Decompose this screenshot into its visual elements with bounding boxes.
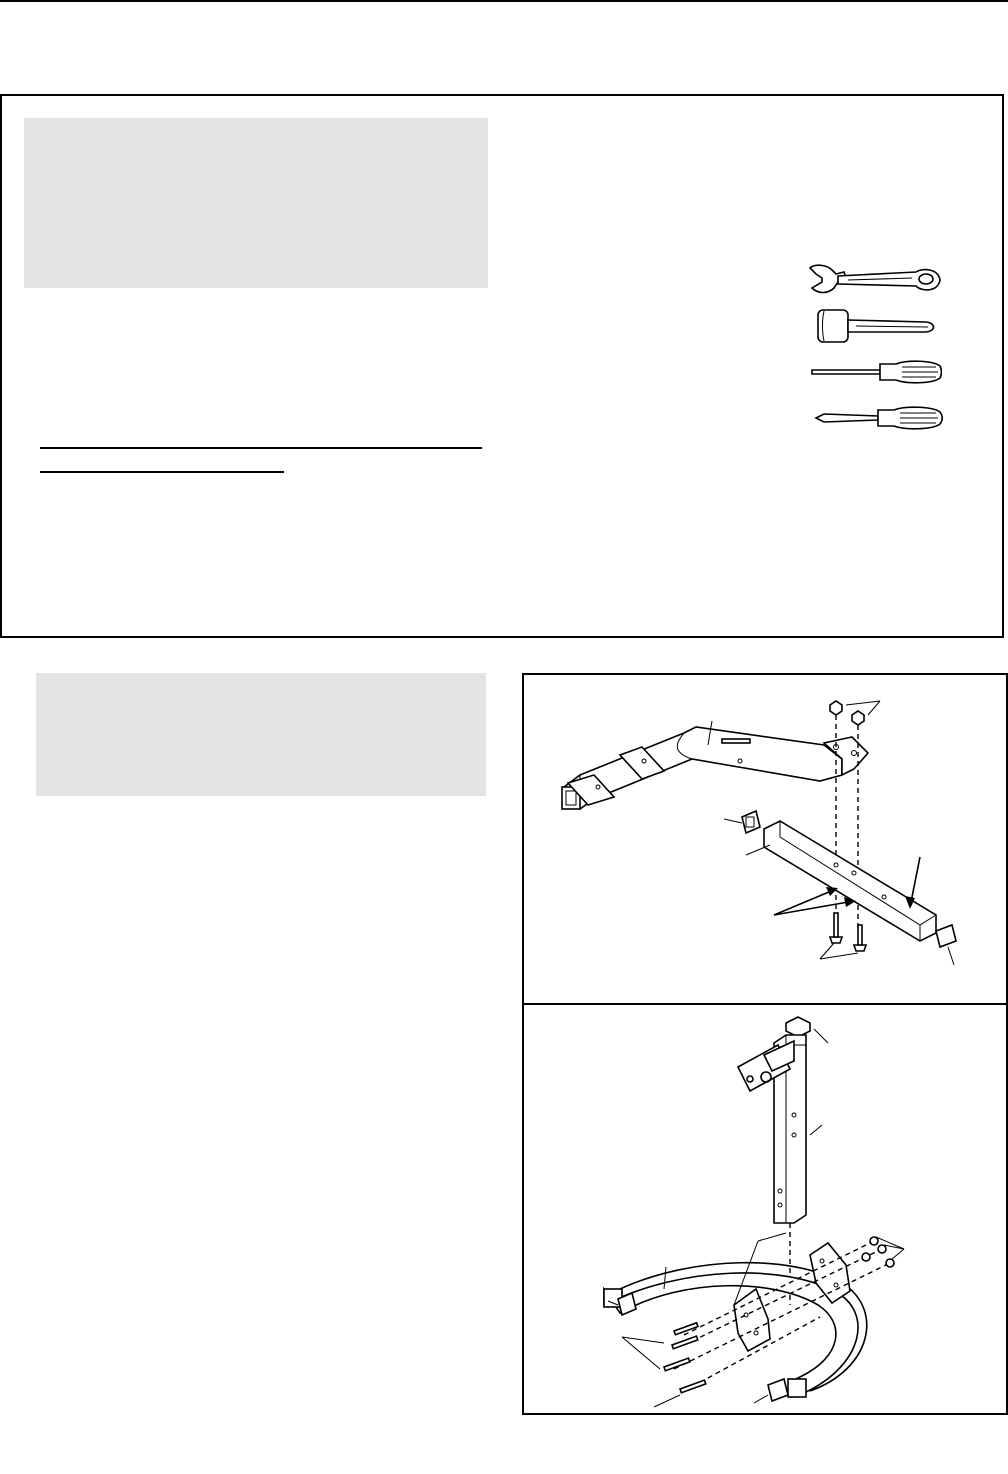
- phillips-screwdriver-icon: [814, 404, 944, 432]
- upper-assembly-drawing: [524, 675, 1006, 1003]
- flat-screwdriver-icon: [810, 358, 942, 384]
- step-shaded-panel: [36, 673, 486, 796]
- intro-underline-2: [40, 471, 284, 473]
- lower-assembly-drawing: [524, 1005, 1006, 1413]
- page-top-rule: [0, 0, 1008, 2]
- intro-shaded-panel: [24, 118, 488, 288]
- intro-underline-1: [40, 447, 482, 449]
- adjustable-wrench-icon: [808, 262, 942, 302]
- rubber-mallet-icon: [816, 306, 938, 346]
